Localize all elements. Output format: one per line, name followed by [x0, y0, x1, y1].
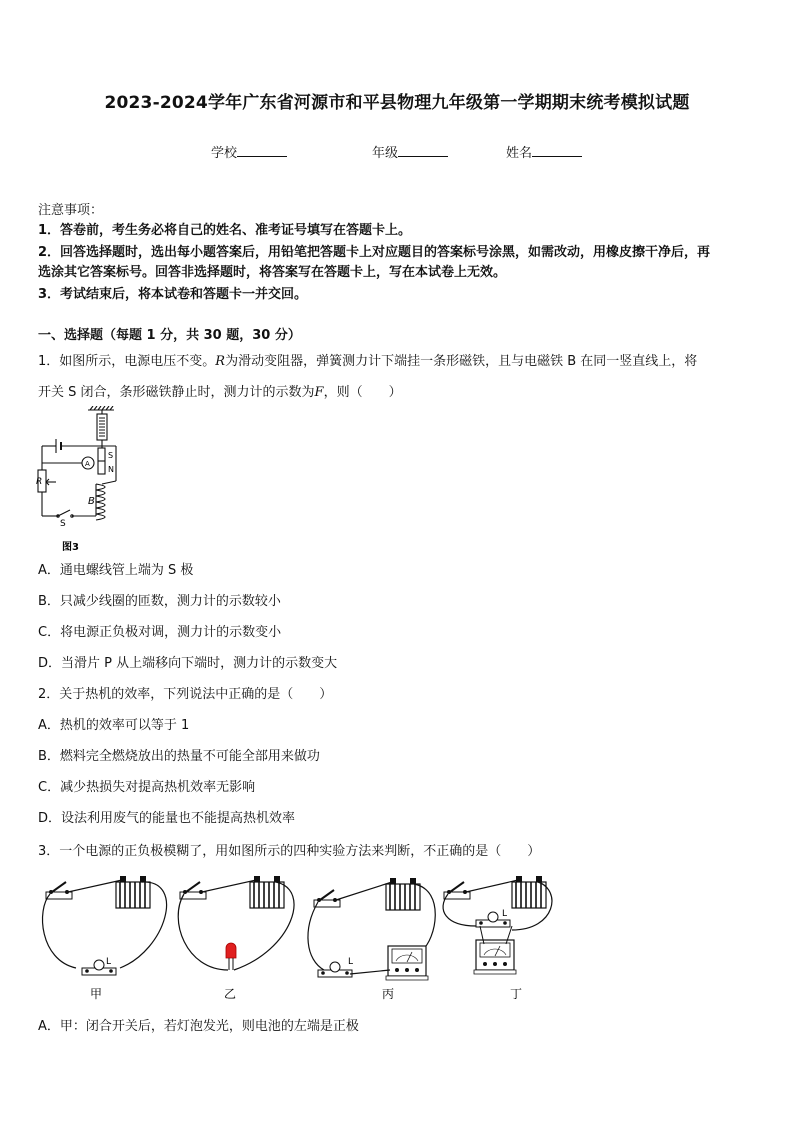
q1-option-a[interactable]: A．通电螺线管上端为 S 极 — [38, 563, 194, 578]
magnet-label-n: N — [108, 465, 114, 474]
magnet-label-s: S — [108, 451, 114, 460]
notice-item-2-cont: 选涂其它答案标号。回答非选择题时，将答案写在答题卡上，写在本试卷上无效。 — [38, 265, 507, 280]
label-bing: 丙 — [382, 987, 395, 1001]
q1-option-d[interactable]: D．当滑片 P 从上端移向下端时，测力计的示数变大 — [38, 656, 338, 671]
notice-item-3: 3．考试结束后，将本试卷和答题卡一并交回。 — [38, 287, 308, 302]
scale-ticks — [99, 418, 105, 436]
experiment-bing — [308, 878, 435, 1001]
yi-switch — [180, 882, 206, 899]
ding-ammeter — [474, 940, 516, 974]
q1-stem-line2 — [38, 384, 402, 402]
school-blank[interactable] — [237, 144, 287, 157]
q1-stem-d: ，则（ ） — [323, 385, 402, 400]
rheostat-label: R — [36, 477, 43, 487]
bing-voltmeter — [386, 946, 428, 980]
q1-stem-c: 开关 S 闭合，条形磁铁静止时，测力计的示数为 — [38, 385, 315, 400]
q1-var-f: F — [314, 385, 324, 400]
ding-switch — [444, 882, 470, 899]
name-label: 姓名 — [506, 146, 533, 161]
school-label: 学校 — [211, 146, 238, 161]
q2-stem: 2．关于热机的效率，下列说法中正确的是（ ） — [38, 687, 333, 702]
name-blank[interactable] — [532, 144, 582, 157]
q1-circuit-figure — [36, 406, 132, 556]
q3-stem: 3．一个电源的正负极模糊了，用如图所示的四种实验方法来判断，不正确的是（ ） — [38, 844, 541, 859]
label-ding: 丁 — [510, 987, 523, 1001]
solenoid-label: B — [88, 496, 95, 507]
figure-caption: 图3 — [62, 542, 79, 553]
grade-blank[interactable] — [398, 144, 448, 157]
ammeter-label: A — [85, 460, 90, 468]
exam-title: 2023-2024学年广东省河源市和平县物理九年级第一学期期末统考模拟试题 — [104, 93, 690, 113]
notice-item-2: 2．回答选择题时，选出每小题答案后，用铅笔把答题卡上对应题目的答案标号涂黑，如需改动，用橡皮擦干净后，再 — [38, 245, 711, 260]
ceiling-hatch — [90, 406, 113, 410]
bing-lamp — [318, 962, 352, 977]
label-yi: 乙 — [224, 987, 237, 1001]
grade-label: 年级 — [372, 146, 399, 161]
notice-item-1: 1．答卷前，考生务必将自己的姓名、准考证号填写在答题卡上。 — [38, 223, 412, 238]
school-field[interactable] — [211, 142, 287, 161]
switch-label: S — [60, 519, 66, 529]
name-field[interactable] — [506, 142, 582, 161]
jia-lamp-label: L — [106, 957, 112, 967]
q1-stem-b: 为滑动变阻器，弹簧测力计下端挂一条形磁铁，且与电磁铁 B 在同一竖直线上，将 — [225, 354, 698, 369]
experiment-jia — [43, 876, 167, 1001]
solenoid-coil — [96, 484, 105, 520]
ding-lamp-label: L — [502, 909, 508, 919]
yi-led — [226, 943, 236, 970]
section-heading: 一、选择题（每题 1 分，共 30 题，30 分） — [38, 328, 301, 343]
q1-stem-a: 1．如图所示，电源电压不变。 — [38, 354, 216, 369]
bing-lamp-label: L — [348, 957, 354, 967]
q1-option-b[interactable]: B．只减少线圈的匝数，测力计的示数较小 — [38, 594, 281, 609]
jia-switch — [46, 882, 72, 899]
experiment-yi — [178, 876, 294, 1001]
q1-option-c[interactable]: C．将电源正负极对调，测力计的示数变小 — [38, 625, 282, 640]
q2-option-b[interactable]: B．燃料完全燃烧放出的热量不可能全部用来做功 — [38, 749, 320, 764]
label-jia: 甲 — [90, 987, 103, 1001]
notice-heading: 注意事项： — [38, 203, 104, 218]
experiment-ding — [443, 876, 552, 1001]
q3-experiments-figure — [36, 870, 566, 1008]
bing-switch — [314, 890, 340, 907]
q2-option-a[interactable]: A．热机的效率可以等于 1 — [38, 718, 190, 733]
q1-stem-line1 — [38, 353, 697, 371]
q2-option-d[interactable]: D．设法利用废气的能量也不能提高热机效率 — [38, 811, 296, 826]
grade-field[interactable] — [372, 142, 448, 161]
q2-option-c[interactable]: C．减少热损失对提高热机效率无影响 — [38, 780, 256, 795]
q1-var-r: R — [215, 354, 226, 369]
q3-option-a[interactable]: A．甲：闭合开关后，若灯泡发光，则电池的左端是正极 — [38, 1019, 359, 1034]
switch-blade — [58, 510, 70, 516]
